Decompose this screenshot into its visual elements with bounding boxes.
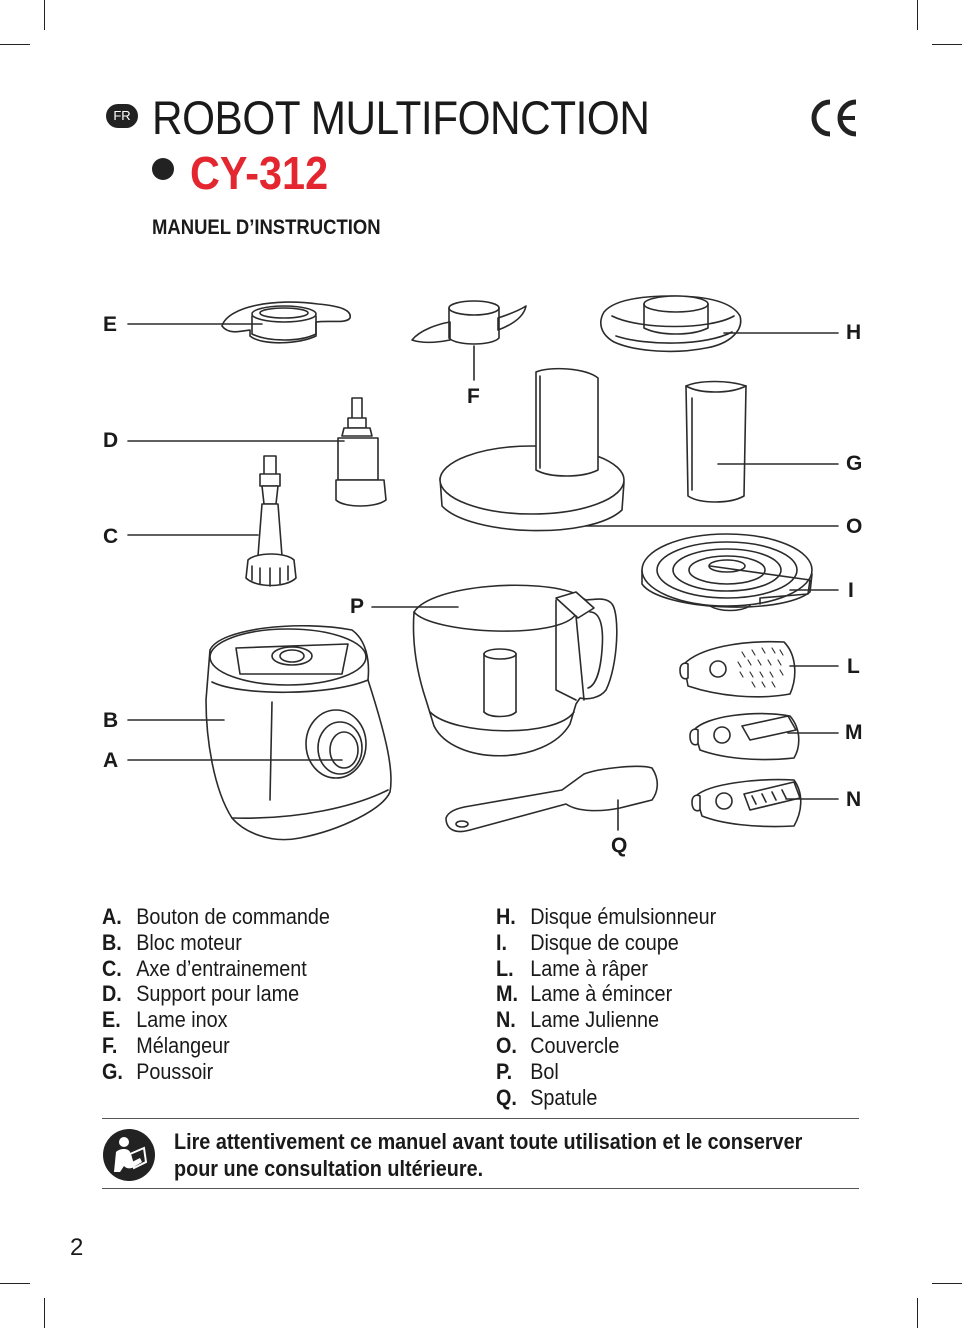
callout-h: H (846, 321, 862, 344)
part-i-cutting-disc (642, 534, 812, 611)
part-q-spatula (446, 766, 657, 831)
language-badge: FR (106, 104, 138, 128)
callout-a: A (103, 749, 119, 772)
part-l-grating-blade (680, 642, 795, 697)
callout-q: Q (611, 834, 628, 857)
legend-item: I. Disque de coupe (496, 929, 679, 955)
legend-item: A. Bouton de commande (102, 904, 330, 929)
parts-legend-right (496, 904, 741, 1110)
callout-m: M (845, 721, 863, 744)
crop-mark (917, 1298, 918, 1328)
part-p-bowl (414, 585, 617, 755)
part-d-blade-support (336, 398, 386, 506)
callout-l: L (847, 655, 860, 678)
legend-item: L. Lame à râper (496, 955, 648, 981)
legend-item: E. Lame inox (102, 1007, 228, 1033)
parts-legend-left (102, 904, 355, 1085)
callout-c: C (103, 525, 119, 548)
legend-item: N. Lame Julienne (496, 1007, 659, 1033)
part-e-stainless-blade (222, 302, 350, 343)
callout-d: D (103, 429, 119, 452)
callout-n: N (846, 788, 862, 811)
part-a-control-knob (306, 710, 366, 778)
legend-item: O. Couvercle (496, 1032, 620, 1058)
part-c-drive-shaft (246, 456, 296, 586)
legend-item: P. Bol (496, 1058, 559, 1084)
page-number: 2 (70, 1234, 84, 1261)
callout-i: I (848, 579, 854, 602)
callout-e: E (103, 313, 118, 336)
part-n-julienne-blade (692, 780, 801, 827)
part-m-slicing-blade (690, 714, 799, 760)
divider (102, 1118, 859, 1119)
legend-item: F. Mélangeur (102, 1032, 230, 1058)
notice-text (174, 1128, 802, 1182)
callout-f: F (467, 385, 480, 408)
part-f-mixer (412, 301, 526, 344)
crop-mark (44, 1298, 45, 1328)
divider (102, 1188, 859, 1189)
notice-line-1: Lire attentivement ce manuel avant toute utilisation et le conserver (174, 1129, 803, 1154)
read-manual-icon (102, 1128, 156, 1182)
model-number: CY-312 (190, 147, 329, 199)
callout-g: G (846, 452, 863, 475)
crop-mark (0, 1283, 30, 1284)
legend-item: H. Disque émulsionneur (496, 904, 717, 929)
part-h-emulsifier-disc (601, 296, 741, 351)
legend-item: B. Bloc moteur (102, 929, 242, 955)
callout-b: B (103, 709, 119, 732)
notice-line-2: pour une consultation ultérieure. (174, 1156, 484, 1181)
legend-item: Q. Spatule (496, 1084, 598, 1110)
callout-o: O (846, 515, 863, 538)
part-g-pusher (686, 382, 746, 503)
page-title: ROBOT MULTIFONCTION (152, 91, 650, 144)
callout-p: P (350, 595, 365, 618)
legend-item: D. Support pour lame (102, 981, 300, 1007)
legend-item: C. Axe d’entrainement (102, 955, 307, 981)
legend-item: M. Lame à émincer (496, 981, 673, 1007)
crop-mark (932, 1283, 962, 1284)
legend-item: G. Poussoir (102, 1058, 214, 1084)
manual-subtitle: MANUEL D’INSTRUCTION (152, 216, 381, 239)
